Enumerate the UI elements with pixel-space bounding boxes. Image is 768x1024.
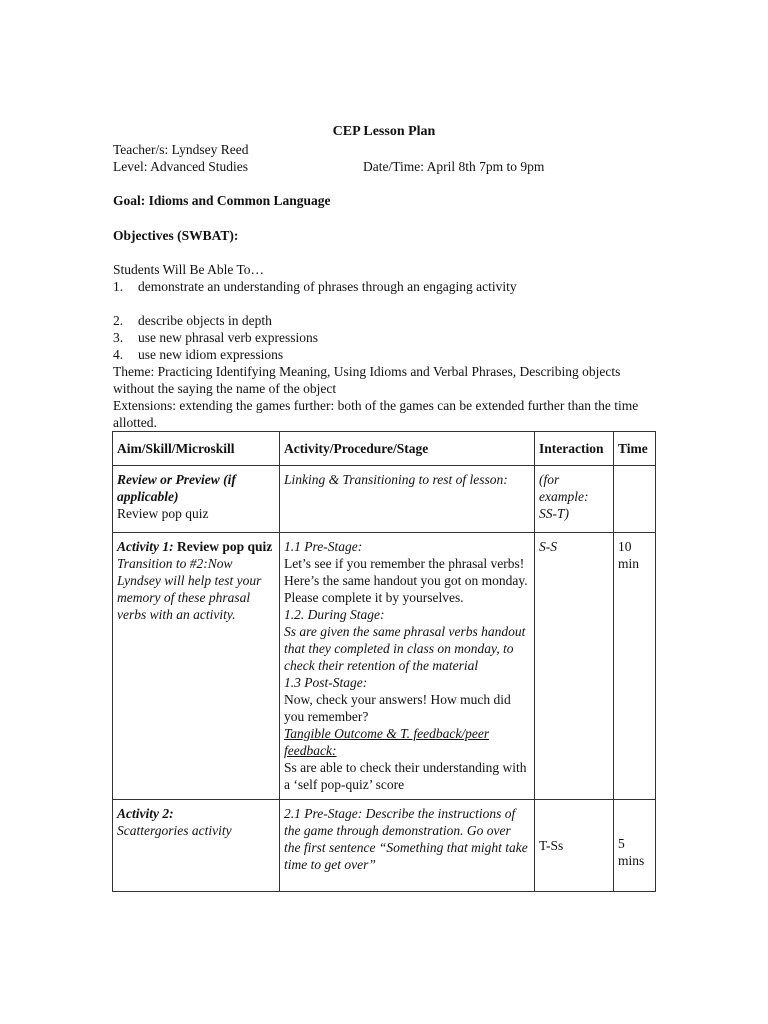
during-stage-text: Ss are given the same phrasal verbs handout that they completed in class on monday, to check their retention of the material xyxy=(284,624,526,673)
objective-item xyxy=(113,346,283,363)
outcome-label: Tangible Outcome & T. feedback/peer feedback: xyxy=(284,726,490,758)
aim-cell xyxy=(113,800,280,892)
table-row xyxy=(113,800,656,892)
during-stage-label: 1.2. During Stage: xyxy=(284,607,385,622)
activity-text: 2.1 Pre-Stage: Describe the instructions of the game through demonstration. Go over the first sentence “Something that might take time to get over” xyxy=(284,806,528,872)
time-cell: 10 min xyxy=(614,533,656,800)
objective-text: demonstrate an understanding of phrases through an engaging activity xyxy=(138,279,517,294)
header-aim: Aim/Skill/Microskill xyxy=(113,432,280,466)
interaction-text: (for example: SS-T) xyxy=(539,472,589,521)
theme-paragraph: Theme: Practicing Identifying Meaning, Using Idioms and Verbal Phrases, Describing objects without the saying the name of the object xyxy=(113,364,621,396)
post-stage-label: 1.3 Post-Stage: xyxy=(284,675,368,690)
objective-number: 4. xyxy=(113,347,124,362)
aim-cell xyxy=(113,466,280,533)
table-header-row xyxy=(113,432,656,466)
activity-cell xyxy=(280,800,535,892)
interaction-cell xyxy=(535,533,614,800)
goal-heading: Goal: Idioms and Common Language xyxy=(113,193,331,208)
post-stage-text: Now, check your answers! How much did you remember? xyxy=(284,692,511,724)
pre-stage-text: Let’s see if you remember the phrasal verbs! Here’s the same handout you got on monday. Please complete it by yourselves. xyxy=(284,556,528,605)
interaction-text: S-S xyxy=(539,539,557,554)
aim-transition: Transition to #2:Now Lyndsey will help test your memory of these phrasal verbs with an activity. xyxy=(117,556,262,622)
objective-number: 1. xyxy=(113,279,124,294)
table-row xyxy=(113,466,656,533)
swbat-line: Students Will Be Able To… xyxy=(113,262,265,277)
header-time: Time xyxy=(614,432,656,466)
objective-item xyxy=(113,329,318,346)
time-cell: 5 mins xyxy=(614,800,656,892)
pre-stage-label: 1.1 Pre-Stage: xyxy=(284,539,363,554)
interaction-cell xyxy=(535,466,614,533)
activity-text: Linking & Transitioning to rest of lesson: xyxy=(284,472,508,487)
aim-title: Review or Preview (if applicable) xyxy=(117,472,236,504)
datetime-line: Date/Time: April 8th 7pm to 9pm xyxy=(363,159,545,174)
aim-label: Activity 2: xyxy=(117,806,174,821)
interaction-cell xyxy=(535,800,614,892)
activity-cell xyxy=(280,533,535,800)
aim-title: Review pop quiz xyxy=(173,539,273,554)
objective-item xyxy=(113,312,272,329)
aim-text: Review pop quiz xyxy=(117,506,209,521)
objectives-heading: Objectives (SWBAT): xyxy=(113,228,239,243)
objective-number: 2. xyxy=(113,313,124,328)
objective-item xyxy=(113,278,517,295)
activity-cell xyxy=(280,466,535,533)
outcome-text: Ss are able to check their understanding with a ‘self pop-quiz’ score xyxy=(284,760,527,792)
extensions-paragraph: Extensions: extending the games further: both of the games can be extended further than the time allotted. xyxy=(113,398,639,430)
teacher-line: Teacher/s: Lyndsey Reed xyxy=(113,142,249,157)
table-row xyxy=(113,533,656,800)
objective-text: use new idiom expressions xyxy=(138,347,284,362)
objective-number: 3. xyxy=(113,330,124,345)
lesson-table xyxy=(112,431,656,892)
aim-text: Scattergories activity xyxy=(117,823,232,838)
aim-label: Activity 1: xyxy=(117,539,174,554)
time-cell xyxy=(614,466,656,533)
objective-text: describe objects in depth xyxy=(138,313,272,328)
interaction-text: T-Ss xyxy=(539,837,564,853)
aim-cell xyxy=(113,533,280,800)
header-activity: Activity/Procedure/Stage xyxy=(280,432,535,466)
level-line: Level: Advanced Studies xyxy=(113,159,248,174)
document-title: CEP Lesson Plan xyxy=(332,124,436,139)
objective-text: use new phrasal verb expressions xyxy=(138,330,318,345)
header-interaction: Interaction xyxy=(535,432,614,466)
